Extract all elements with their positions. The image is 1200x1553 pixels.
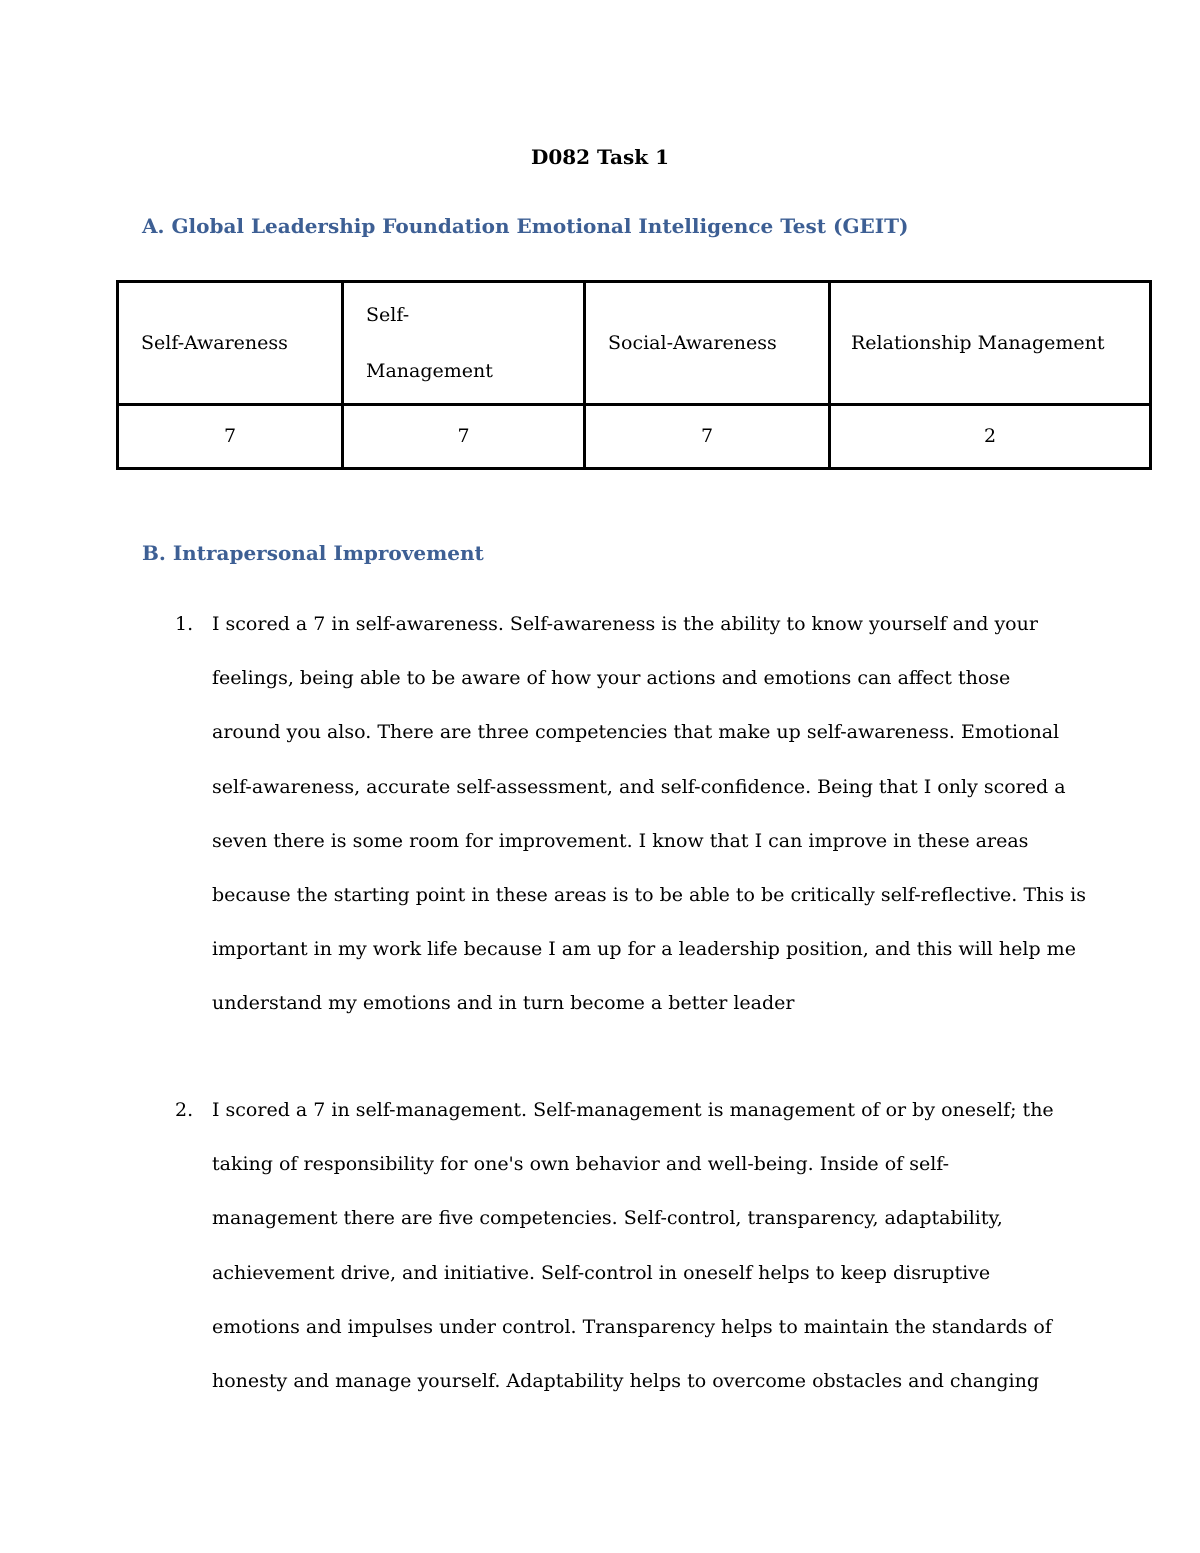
text-line: self-awareness, accurate self-assessment, and self-confidence. Being that I only scored a <box>212 775 1066 798</box>
table-value-cell: 7 <box>343 404 585 468</box>
text-line: I scored a 7 in self-awareness. Self-awareness is the ability to know yourself and your <box>212 613 1038 635</box>
text-line: honesty and manage yourself. Adaptability helps to overcome obstacles and changing <box>212 1370 1039 1393</box>
text-line: achievement drive, and initiative. Self-control in oneself helps to keep disruptive <box>212 1261 991 1284</box>
list-item-number: 2. <box>175 1099 194 1121</box>
page-title: D082 Task 1 <box>531 145 669 169</box>
text-line: seven there is some room for improvement. I know that I can improve in these areas <box>212 829 1029 852</box>
table-header-row <box>118 282 1151 405</box>
table-header-cell: Relationship Management <box>830 282 1151 405</box>
text-line: management there are five competencies. Self-control, transparency, adaptability, <box>212 1207 1003 1230</box>
text-line: understand my emotions and in turn become a better leader <box>212 992 795 1015</box>
text-line: emotions and impulses under control. Transparency helps to maintain the standards of <box>212 1315 1052 1338</box>
list-item-text <box>212 1083 1072 1408</box>
table-value-cell: 7 <box>585 404 830 468</box>
geit-score-table <box>116 280 1152 470</box>
text-line: important in my work life because I am up for a leadership position, and this will help me <box>212 938 1076 961</box>
text-line: because the starting point in these areas is to be able to be critically self-reflective. This is <box>212 884 1086 907</box>
table-value-cell: 2 <box>830 404 1151 468</box>
table-value-row <box>118 404 1151 468</box>
table-value-cell: 7 <box>118 404 343 468</box>
list-item-text <box>212 597 1086 1031</box>
table-header-label: Self-Management <box>366 303 493 382</box>
table-header-cell: Social-Awareness <box>585 282 830 405</box>
text-line: I scored a 7 in self-management. Self-management is management of or by oneself; the <box>212 1099 1054 1121</box>
table-header-cell <box>343 282 585 405</box>
section-a-heading: A. Global Leadership Foundation Emotional Intelligence Test (GEIT) <box>142 214 909 238</box>
list-item-number: 1. <box>175 613 194 635</box>
text-line: taking of responsibility for one's own behavior and well-being. Inside of self- <box>212 1153 950 1176</box>
table-header-cell: Self-Awareness <box>118 282 343 405</box>
text-line: around you also. There are three competencies that make up self-awareness. Emotional <box>212 721 1060 744</box>
section-b-heading: B. Intrapersonal Improvement <box>142 541 484 565</box>
text-line: feelings, being able to be aware of how your actions and emotions can affect those <box>212 667 1011 690</box>
